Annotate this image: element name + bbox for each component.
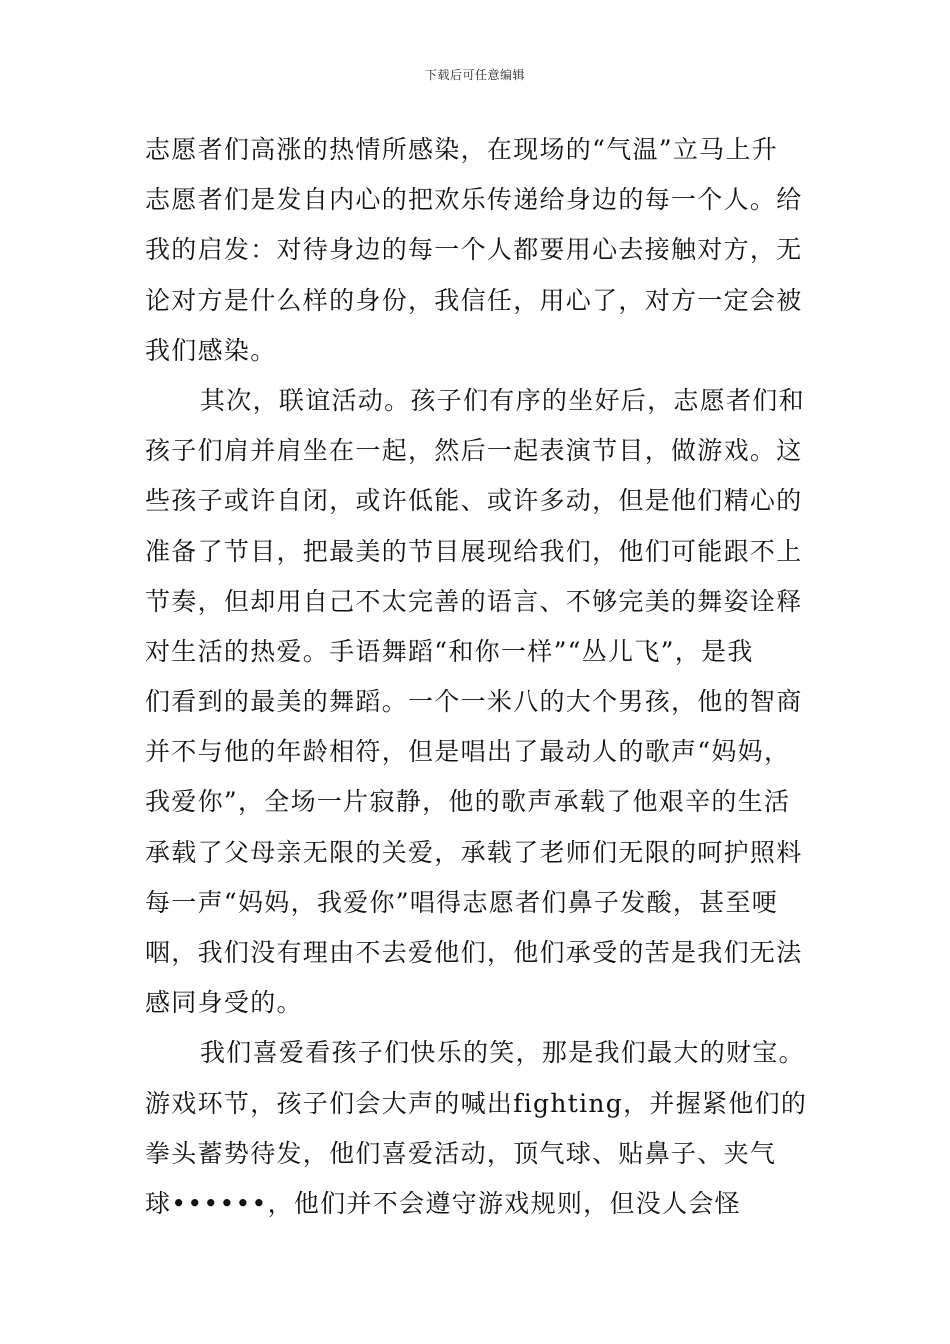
text-line: 承载了父母亲无限的关爱，承载了老师们无限的呵护照料 <box>145 837 803 867</box>
text-line: 我的启发：对待身边的每一个人都要用心去接触对方，无 <box>145 235 803 265</box>
paragraph-first-line: 其次，联谊活动。孩子们有序的坐好后，志愿者们和 <box>200 385 805 415</box>
page-header: 下载后可任意编辑 <box>424 68 525 82</box>
text-line: 咽，我们没有理由不去爱他们，他们承受的苦是我们无法 <box>145 938 803 967</box>
text-line: 节奏，但却用自己不太完善的语言、不够完美的舞姿诠释 <box>145 586 803 616</box>
text-line: 志愿者们是发自内心的把欢乐传递给身边的每一个人。给 <box>145 185 803 215</box>
text-line: 游戏环节，孩子们会大声的喊出fighting，并握紧他们的 <box>145 1088 808 1118</box>
paragraph-first-line: 我们喜爱看孩子们快乐的笑，那是我们最大的财宝。 <box>200 1038 805 1068</box>
text-line: 论对方是什么样的身份，我信任，用心了，对方一定会被 <box>145 285 803 315</box>
text-line: 感同身受的。 <box>145 988 303 1018</box>
text-line: 志愿者们高涨的热情所感染，在现场的“气温”立马上升 <box>145 135 779 164</box>
text-line: 我爱你”，全场一片寂静，他的歌声承载了他艰辛的生活 <box>145 787 791 817</box>
text-line: 些孩子或许自闭，或许低能、或许多动，但是他们精心的 <box>145 486 803 516</box>
text-line: 我们感染。 <box>145 335 277 365</box>
text-line: 们看到的最美的舞蹈。一个一米八的大个男孩，他的智商 <box>145 687 803 717</box>
text-line: 孩子们肩并肩坐在一起，然后一起表演节目，做游戏。这 <box>145 436 803 466</box>
text-line: 球••••••，他们并不会遵守游戏规则，但没人会怪 <box>145 1188 741 1218</box>
text-line: 每一声“妈妈，我爱你”唱得志愿者们鼻子发酸，甚至哽 <box>145 887 779 917</box>
text-line: 对生活的热爱。手语舞蹈“和你一样”“丛儿飞”，是我 <box>145 636 754 666</box>
text-line: 拳头蓄势待发，他们喜爱活动，顶气球、贴鼻子、夹气 <box>145 1138 777 1168</box>
text-line: 并不与他的年龄相符，但是唱出了最动人的歌声“妈妈， <box>145 737 791 767</box>
document-body <box>145 125 810 1229</box>
text-line: 准备了节目，把最美的节目展现给我们，他们可能跟不上 <box>145 536 803 566</box>
